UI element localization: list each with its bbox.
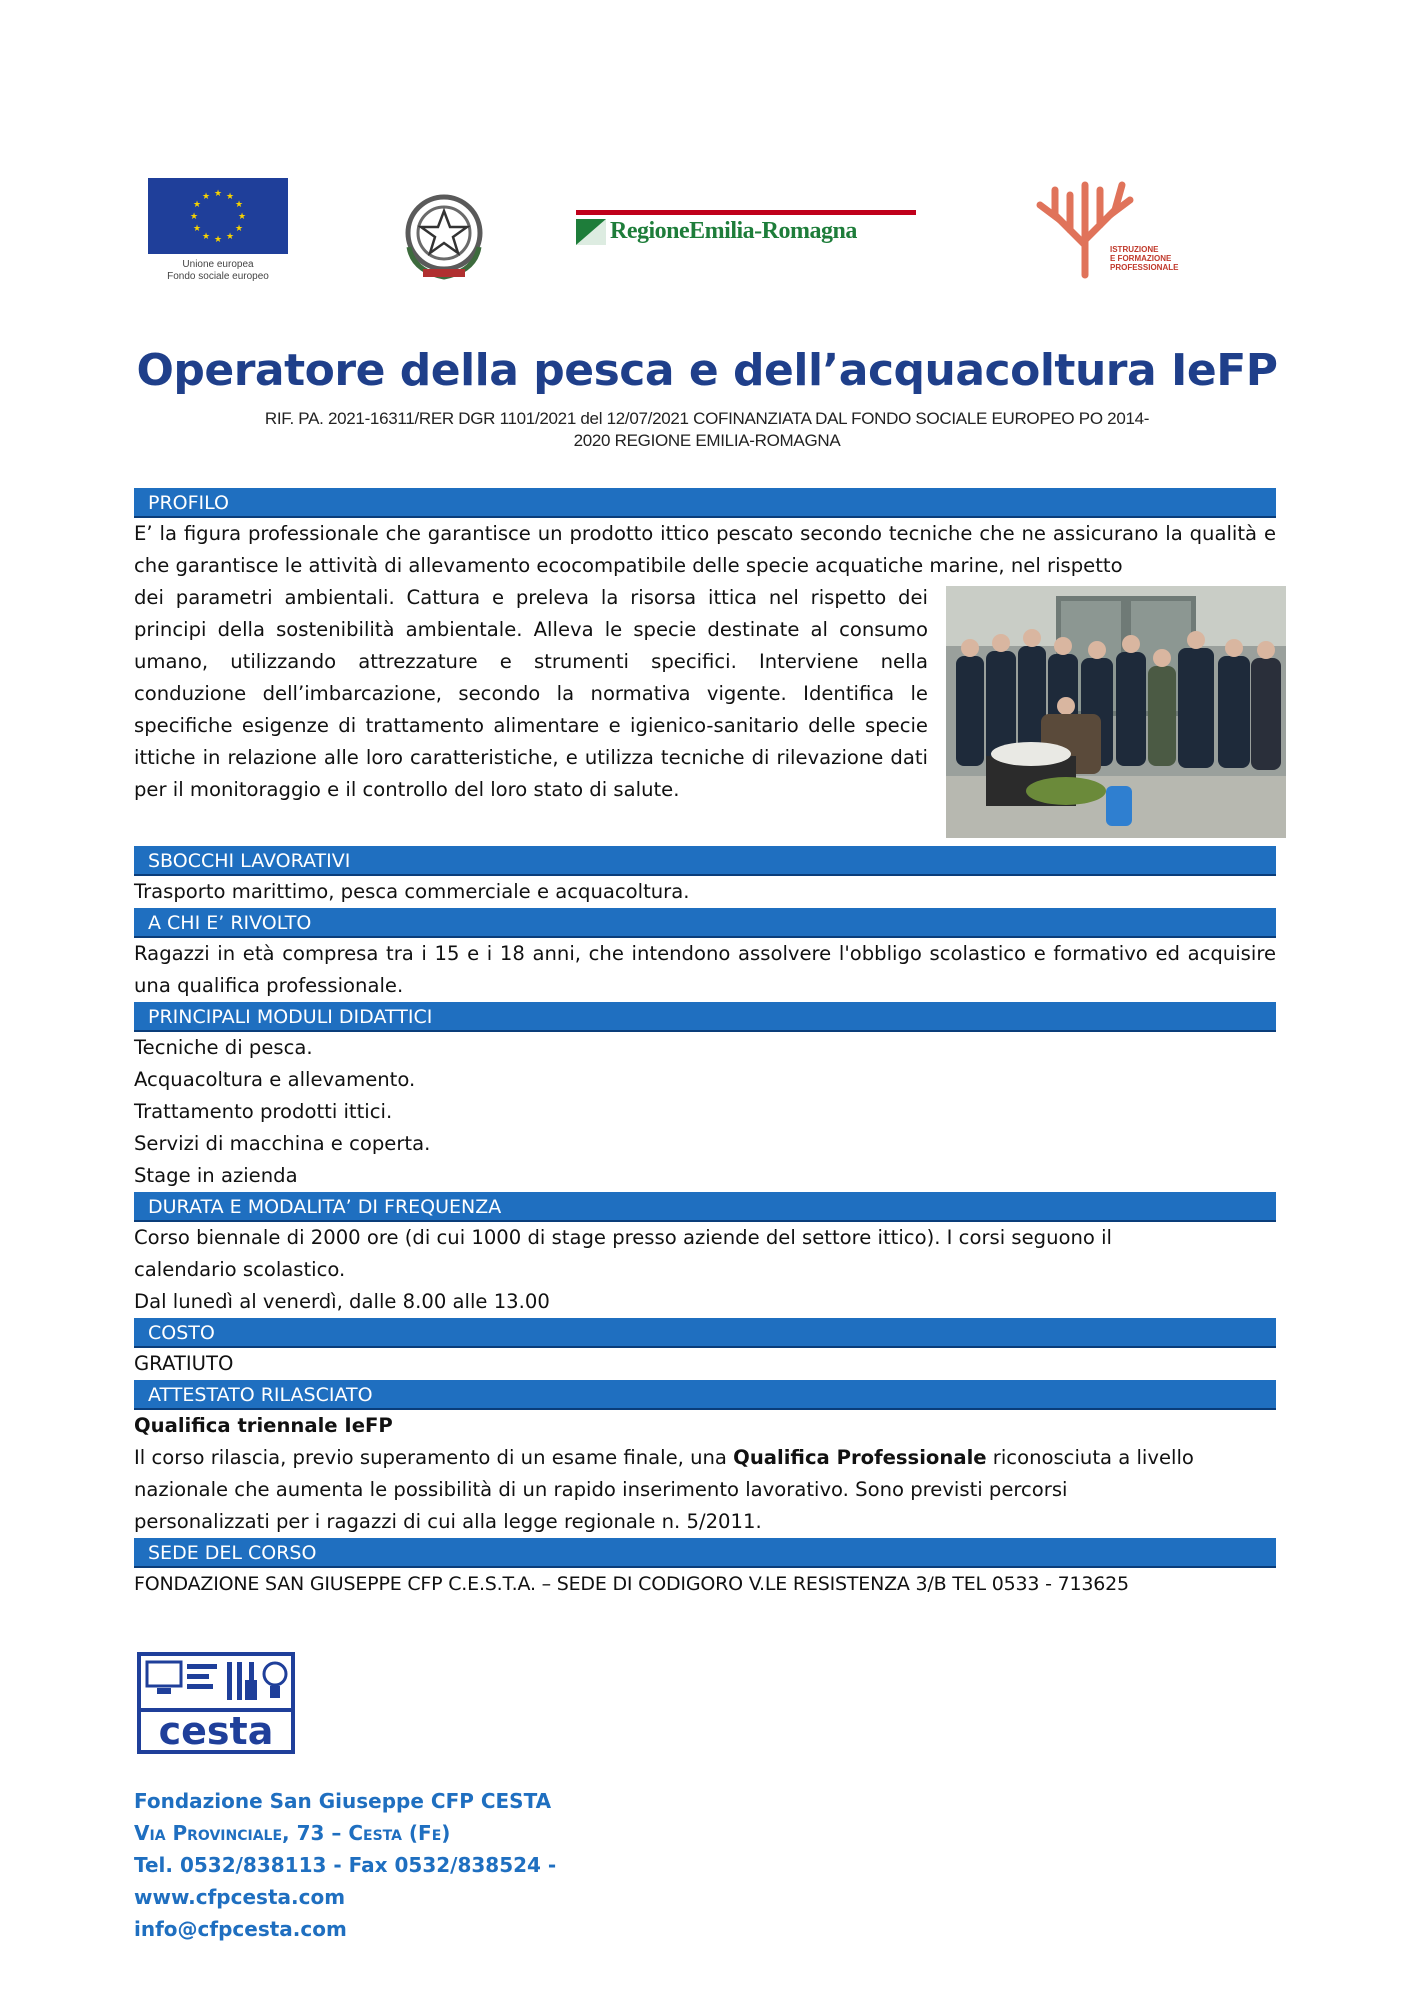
profilo-text-wrap: dei parametri ambientali. Cattura e preleva la risorsa ittica nel rispetto dei principi della sostenibilità ambientale. Alleva le specie destinate al consumo umano, utilizzando attrezzature e strumenti specifici. Interviene nella conduzione dell’imbarcazione, secondo la normativa vigente. Identifica le specifiche esigenze di trattamento alimentare e igienico-sanitario delle specie ittiche in relazione alle loro caratteristiche, e utilizza tecniche di rilevazione dati per il monitoraggio e il controllo del loro stato di salute. (134, 586, 928, 801)
ifp-caption-line1: ISTRUZIONE (1110, 245, 1159, 254)
rer-red-bar (576, 210, 916, 215)
costo-text: GRATIUTO (134, 1352, 234, 1375)
list-item: Stage in azienda (134, 1164, 298, 1187)
sede-text: FONDAZIONE SAN GIUSEPPE CFP C.E.S.T.A. – SEDE DI CODIGORO V.LE RESISTENZA 3/B TEL 0533 - 713625 (134, 1573, 1129, 1595)
eu-flag-icon (148, 178, 288, 254)
attestato-text-bold: Qualifica Professionale (733, 1446, 987, 1469)
section-heading-costo: COSTO (134, 1318, 1276, 1348)
svg-text:★: ★ (225, 232, 235, 242)
profilo-body (134, 518, 1276, 844)
italian-republic-emblem (393, 185, 495, 287)
attestato-line1 (134, 1442, 1276, 1474)
eu-caption (148, 259, 288, 283)
logo-strip (0, 170, 1414, 300)
istruzione-formazione-logo (1030, 175, 1210, 285)
section-heading-durata: DURATA E MODALITA’ DI FREQUENZA (134, 1192, 1276, 1222)
svg-text:★: ★ (213, 235, 223, 245)
svg-text:★: ★ (225, 192, 235, 202)
rer-logo-text: RegioneEmilia-Romagna (610, 218, 857, 244)
svg-text:★: ★ (201, 232, 211, 242)
svg-text:★: ★ (234, 200, 244, 210)
svg-text:★: ★ (192, 200, 202, 210)
footer-email-link[interactable]: info@cfpcesta.com (134, 1917, 347, 1941)
moduli-list (134, 1032, 1276, 1192)
footer-phone: Tel. 0532/838113 - Fax 0532/838524 - (134, 1853, 557, 1877)
footer-website-link[interactable]: www.cfpcesta.com (134, 1885, 346, 1909)
svg-text:★: ★ (234, 224, 244, 234)
reference-text (130, 408, 1284, 452)
ifp-caption-line3: PROFESSIONALE (1110, 263, 1179, 272)
cesta-logo-text: cesta (158, 1709, 274, 1753)
section-heading-rivolto: A CHI E’ RIVOLTO (134, 908, 1276, 938)
footer-contacts (134, 1785, 556, 1945)
attestato-body (134, 1410, 1276, 1538)
durata-line1: Corso biennale di 2000 ore (di cui 1000 di stage presso aziende del settore ittico). I corsi seguono il (134, 1226, 1113, 1249)
section-heading-sede: SEDE DEL CORSO (134, 1538, 1276, 1568)
section-heading-profilo: PROFILO (134, 488, 1276, 518)
eu-caption-line1: Unione europea (182, 259, 254, 270)
students-photo (946, 586, 1286, 838)
durata-body (134, 1222, 1276, 1318)
svg-text:★: ★ (201, 192, 211, 202)
regione-emilia-romagna-logo (576, 210, 916, 256)
svg-text:★: ★ (213, 189, 223, 199)
section-heading-sbocchi: SBOCCHI LAVORATIVI (134, 846, 1276, 876)
svg-text:★: ★ (189, 212, 199, 222)
reference-line1: RIF. PA. 2021-16311/RER DGR 1101/2021 del 12/07/2021 COFINANZIATA DAL FONDO SOCIALE EUROPEO PO 2014- (264, 409, 1150, 428)
svg-text:★: ★ (237, 212, 247, 222)
profilo-text-top: E’ la figura professionale che garantisce un prodotto ittico pescato secondo tecniche che ne assicurano la qualità e che garantisce le attività di allevamento ecocompatibile delle specie acquatiche marine, nel rispetto (134, 522, 1276, 577)
page-title: Operatore della pesca e dell’acquacoltura IeFP (136, 345, 1278, 396)
attestato-text-a: Il corso rilascia, previo superamento di un esame finale, una (134, 1446, 734, 1469)
cesta-logo (137, 1652, 295, 1754)
main-content (134, 488, 1276, 1600)
ifp-caption (1110, 245, 1178, 272)
ifp-caption-line2: E FORMAZIONE (1110, 254, 1172, 263)
sbocchi-text: Trasporto marittimo, pesca commerciale e acquacoltura. (134, 880, 690, 903)
list-item: Servizi di macchina e coperta. (134, 1132, 431, 1155)
durata-line2: calendario scolastico. (134, 1258, 346, 1281)
attestato-text-b: riconosciuta a livello (986, 1446, 1194, 1469)
list-item: Acquacoltura e allevamento. (134, 1068, 416, 1091)
footer-address: Via Provinciale, 73 – Cesta (Fe) (134, 1821, 451, 1845)
eu-logo (148, 178, 288, 283)
list-item: Trattamento prodotti ittici. (134, 1100, 393, 1123)
attestato-subheading: Qualifica triennale IeFP (134, 1414, 393, 1437)
list-item: Tecniche di pesca. (134, 1036, 313, 1059)
rer-flag-icon (576, 219, 606, 245)
section-heading-attestato: ATTESTATO RILASCIATO (134, 1380, 1276, 1410)
footer-org: Fondazione San Giuseppe CFP CESTA (134, 1789, 552, 1813)
attestato-line2: nazionale che aumenta le possibilità di un rapido inserimento lavorativo. Sono previsti percorsi (134, 1478, 1068, 1501)
eu-caption-line2: Fondo sociale europeo (167, 271, 269, 282)
attestato-line3: personalizzati per i ragazzi di cui alla legge regionale n. 5/2011. (134, 1510, 762, 1533)
durata-line3: Dal lunedì al venerdì, dalle 8.00 alle 13.00 (134, 1290, 550, 1313)
reference-line2: 2020 REGIONE EMILIA-ROMAGNA (573, 431, 841, 450)
rivolto-text: Ragazzi in età compresa tra i 15 e i 18 anni, che intendono assolvere l'obbligo scolastico e formativo ed acquisire una qualifica professionale. (134, 942, 1276, 997)
svg-text:★: ★ (192, 224, 202, 234)
section-heading-moduli: PRINCIPALI MODULI DIDATTICI (134, 1002, 1276, 1032)
